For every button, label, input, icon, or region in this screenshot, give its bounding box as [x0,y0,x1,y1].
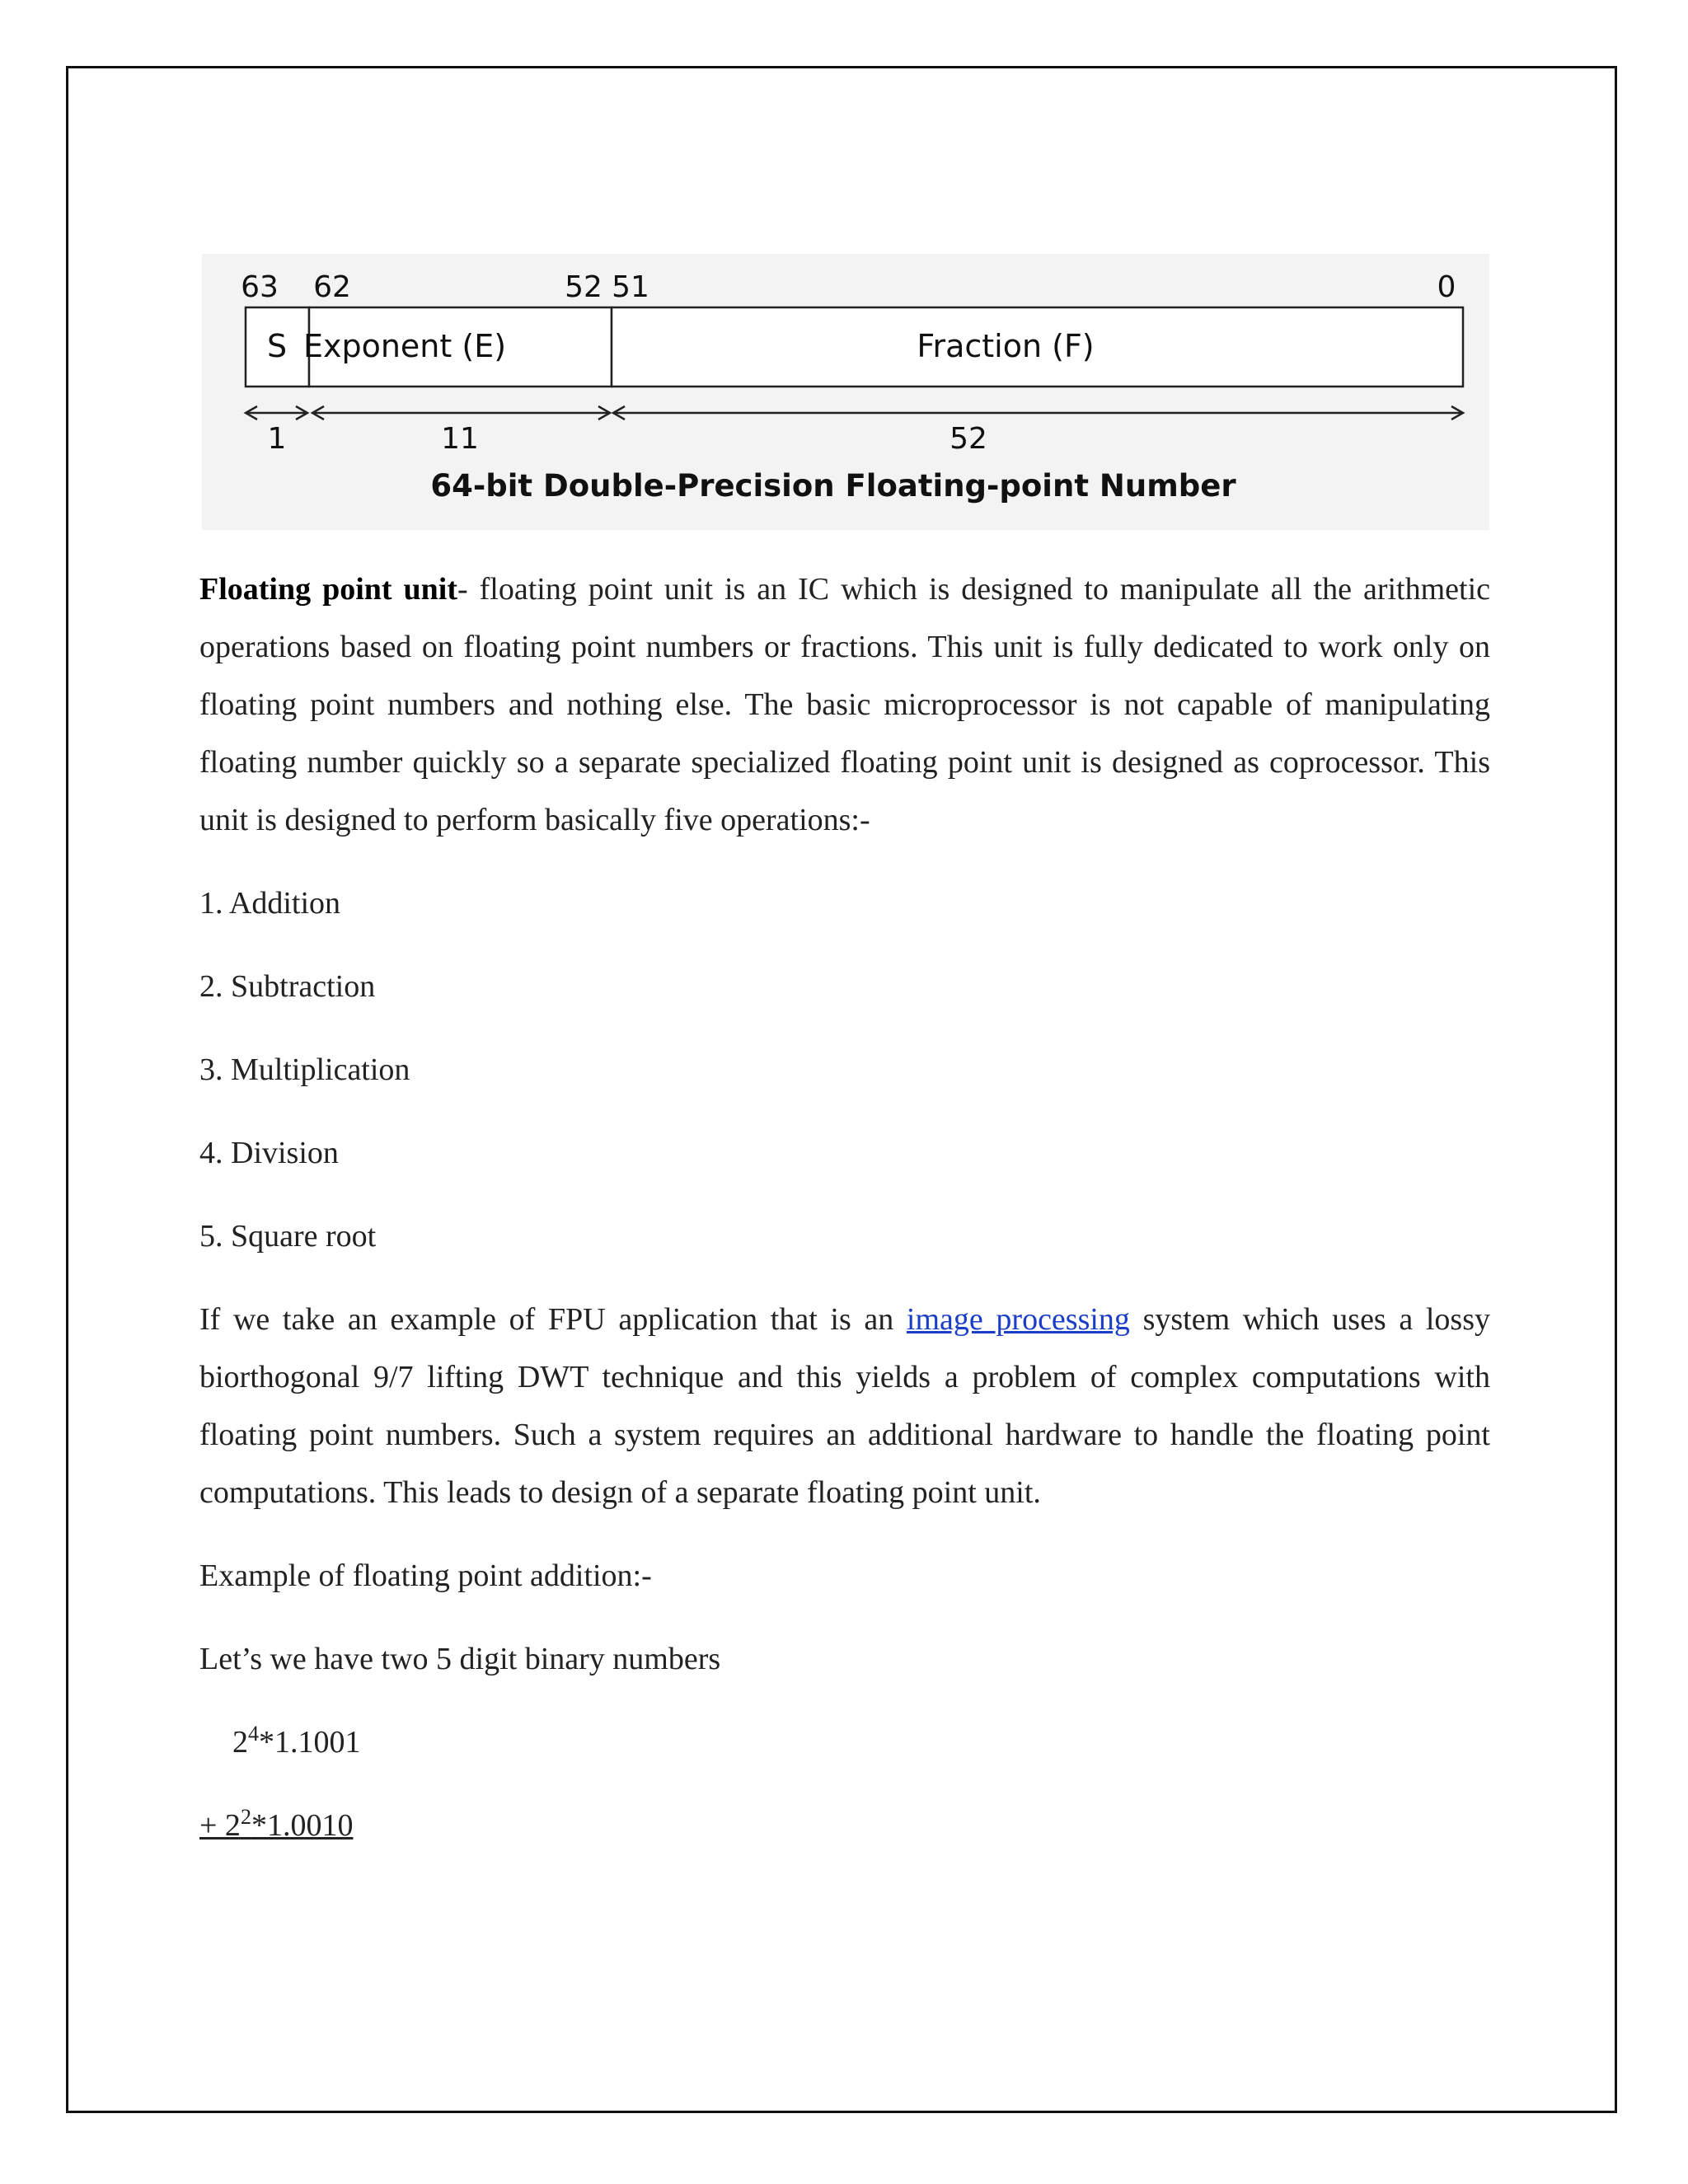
operand-1-mantissa: *1.1001 [259,1725,361,1760]
spacer [199,1688,1490,1713]
operand-2-expression [199,1805,354,1843]
operation-item-division: 4. Division [199,1136,339,1170]
binary-intro: Let’s we have two 5 digit binary numbers [199,1642,721,1676]
sign-field-label: S [266,328,288,364]
bit-label-52: 52 [565,270,603,304]
spacer [199,1099,1490,1124]
diagram-svg [202,254,1489,530]
operand-1-base: 2 [232,1725,248,1760]
document-body [199,560,1490,1854]
example-paragraph [199,1291,1490,1521]
spacer [199,1771,1490,1797]
bit-label-63: 63 [241,270,279,304]
exponent-field-label: Exponent (E) [302,328,507,364]
spacer [199,1605,1490,1630]
bit-label-51: 51 [612,270,649,304]
bit-label-62: 62 [313,270,351,304]
operation-item-addition: 1. Addition [199,886,341,921]
exponent-width-label: 11 [441,422,479,456]
intro-paragraph [199,560,1490,849]
example-text-before-link: If we take an example of FPU application that is an [199,1302,907,1337]
spacer [199,1015,1490,1041]
operand-2-mantissa: *1.0010 [251,1808,354,1843]
bit-label-0: 0 [1437,270,1456,304]
spacer [199,849,1490,874]
operand-1-exponent: 4 [248,1722,259,1746]
spacer [199,1182,1490,1207]
operand-line-2 [199,1797,1490,1854]
intro-term: Floating point unit [199,572,458,607]
addition-heading: Example of floating point addition:- [199,1558,652,1593]
operation-item-square-root: 5. Square root [199,1219,377,1254]
fraction-field-label: Fraction (F) [917,328,1095,364]
operand-line-1 [199,1713,1490,1771]
spacer [199,1265,1490,1291]
sign-width-label: 1 [267,422,287,456]
example-text-after-link: system which uses a lossy biorthogonal 9/7 lifting DWT technique and this yields a problem of complex computations with floating point numbers. Such a system requires an additional hardware to handle the floating point computations. This leads to design of a separate floating point unit. [199,1302,1491,1510]
operation-item-multiplication: 3. Multiplication [199,1052,410,1087]
spacer [199,932,1490,958]
spacer [199,1521,1490,1547]
floating-point-diagram [202,254,1489,530]
operand-2-exponent: 2 [240,1805,251,1829]
intro-text: floating point unit is an IC which is designed to manipulate all the arithmetic operations based on floating point numbers or fractions. This unit is fully dedicated to work only on floating point numbers and nothing else. The basic microprocessor is not capable of manipulating floating number quickly so a separate specialized floating point unit is designed as coprocessor. This unit is designed to perform basically five operations:- [199,572,1490,837]
fraction-width-label: 52 [950,422,987,456]
diagram-caption: 64-bit Double-Precision Floating-point Number [430,468,1236,504]
operand-2-prefix: + 2 [199,1808,241,1843]
image-processing-link[interactable]: image processing [906,1302,1130,1337]
intro-dash: - [457,572,468,607]
width-arrows [246,406,1463,419]
operation-item-subtraction: 2. Subtraction [199,969,376,1004]
